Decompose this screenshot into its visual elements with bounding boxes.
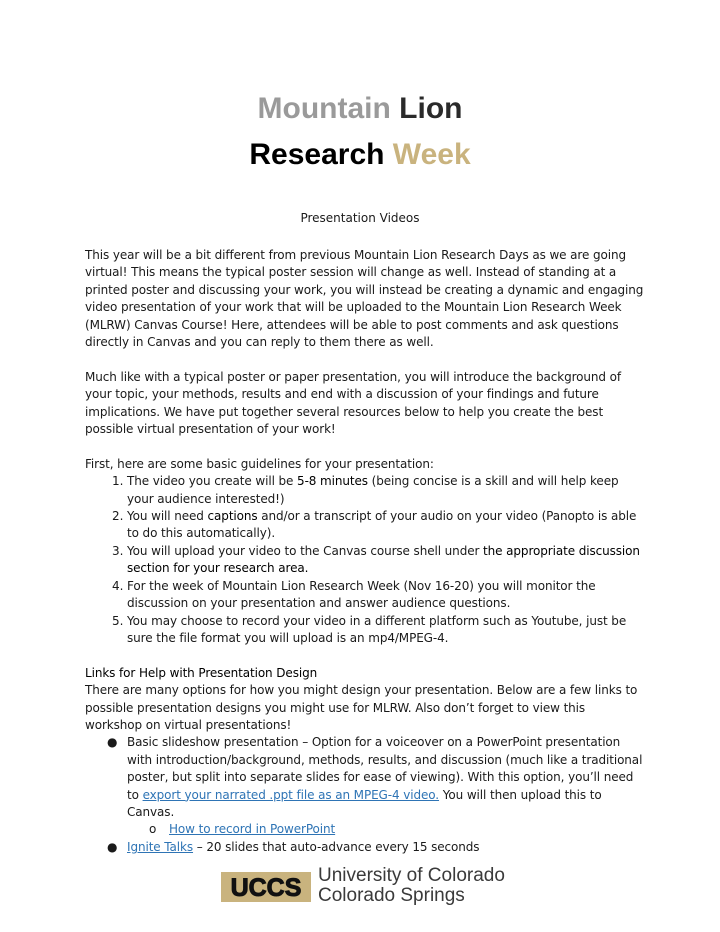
document-body	[85, 247, 645, 856]
footer-logo	[221, 866, 511, 910]
uccs-logo-icon	[221, 872, 311, 902]
guideline-item: 3. You will upload your video to the Canvas course shell under the appropriate discussion section for your research area.	[127, 543, 645, 578]
guideline-item: 2. You will need captions and/or a transcript of your audio on your video (Panopto is able to do this automatically).	[127, 508, 645, 543]
guideline-highlight: the appropriate discussion section for your research area.	[127, 543, 640, 576]
design-heading: Links for Help with Presentation Design	[85, 665, 318, 680]
list-subitem	[127, 821, 645, 838]
record-in-powerpoint-link[interactable]: How to record in PowerPoint	[169, 822, 336, 837]
list-item: ● Ignite Talks – 20 slides that auto-advance every 15 seconds	[127, 839, 645, 856]
design-paragraph: There are many options for how you might design your presentation. Below are a few links to possible presentation designs you might use for MLRW. Also don’t forget to view this workshop on virtual presentations!	[85, 683, 638, 732]
design-list	[85, 734, 645, 856]
bullet-icon: ●	[107, 735, 118, 750]
guideline-highlight: captions	[207, 509, 258, 524]
export-mpeg4-link[interactable]: export your narrated .ppt file as an MPEG-4 video.	[142, 787, 440, 802]
guideline-item: 4. For the week of Mountain Lion Research Week (Nov 16-20) you will monitor the discussion on your presentation and answer audience questions.	[127, 578, 645, 613]
title-line-1	[0, 92, 720, 126]
intro-paragraph-2: Much like with a typical poster or paper presentation, you will introduce the background of your topic, your methods, results and end with a discussion of your findings and future implications. We have put together several resources below to help you create the best possible virtual presentation of your work!	[85, 369, 622, 437]
list-item: ● Basic slideshow presentation – Option for a voiceover on a PowerPoint presentation with introduction/background, methods, results, and discussion (much like a traditional poster, but split into separate slides for ease of viewing). With this option, you’ll need to export your narrated .ppt file as an MPEG-4 video. You will then upload this to Canvas.	[107, 735, 643, 819]
guidelines-intro: First, here are some basic guidelines for your presentation:	[85, 456, 434, 471]
intro-paragraph-1: This year will be a bit different from previous Mountain Lion Research Days as we are going virtual! This means the typical poster session will change as well. Instead of standing at a printed poster and discussing your work, you will instead be creating a dynamic and engaging video presentation of your work that will be uploaded to the Mountain Lion Research Week (MLRW) Canvas Course! Here, attendees will be able to post comments and ask questions directly in Canvas and you can reply to them there as well.	[85, 248, 644, 350]
title-word-research: Research	[249, 138, 385, 171]
guideline-highlight: 5-8 minutes	[297, 474, 368, 489]
title-line-2	[0, 138, 720, 172]
university-line-1: University of Colorado	[318, 865, 505, 886]
guideline-item: 1. The video you create will be 5-8 minutes (being concise is a skill and will help keep your audience interested!)	[127, 473, 645, 508]
page-subtitle: Presentation Videos	[300, 211, 420, 225]
university-line-2: Colorado Springs	[318, 885, 465, 906]
title-word-lion: Lion	[399, 92, 463, 125]
ignite-talks-link[interactable]: Ignite Talks	[127, 839, 194, 854]
sub-bullet-marker: o	[149, 822, 157, 837]
title-word-week: Week	[392, 138, 471, 171]
guidelines-list	[85, 473, 645, 647]
title-word-mountain: Mountain	[257, 92, 391, 125]
bullet-icon: ●	[107, 839, 118, 854]
guideline-item: 5. You may choose to record your video in a different platform such as Youtube, just be sure the file format you will upload is an mp4/MPEG-4.	[127, 613, 645, 648]
uccs-logo-text: UCCS	[230, 874, 302, 902]
university-name	[318, 866, 505, 906]
